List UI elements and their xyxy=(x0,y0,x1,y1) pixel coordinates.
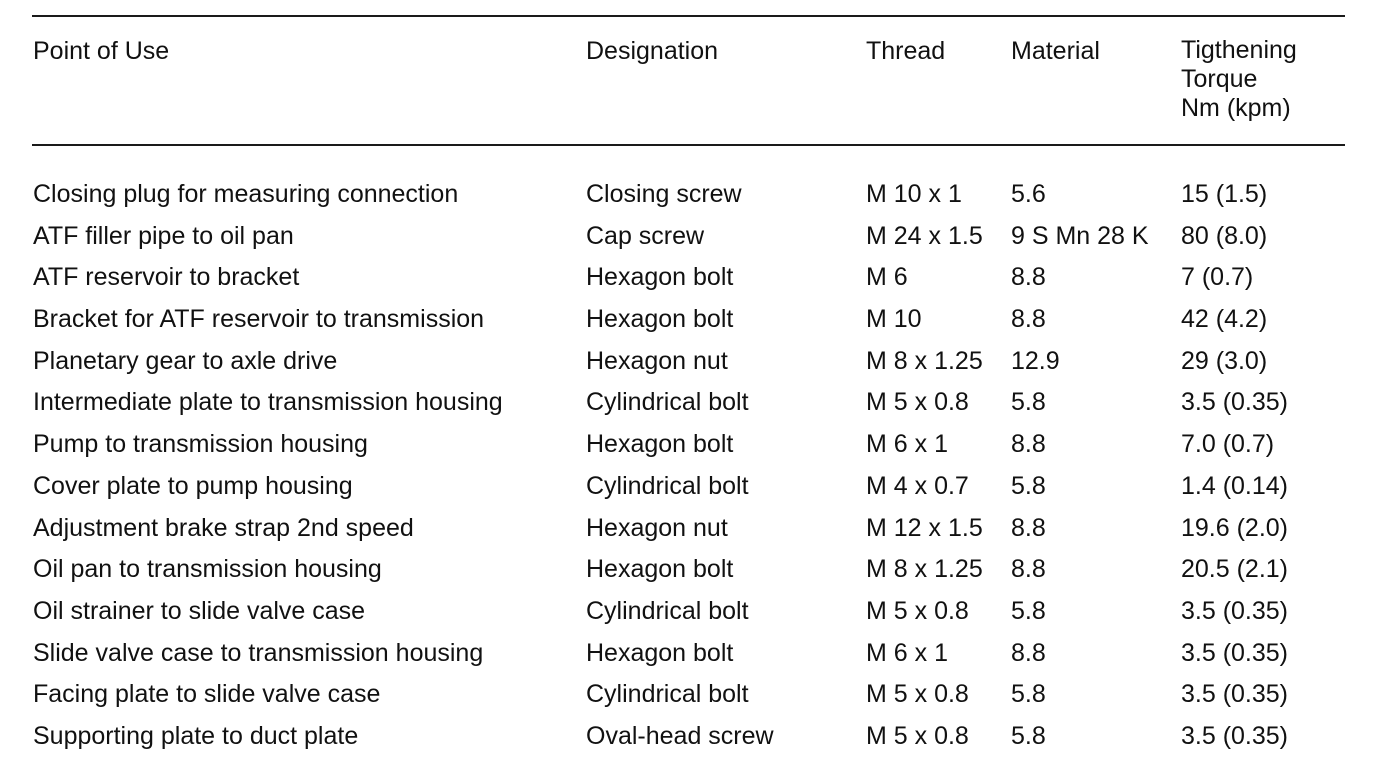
table-header-rule xyxy=(32,144,1345,146)
cell-torque: 3.5 (0.35) xyxy=(1181,638,1289,667)
cell-torque: 7.0 (0.7) xyxy=(1181,430,1275,459)
cell-thread: M 10 x 1 xyxy=(866,180,962,208)
cell-point-of-use: Facing plate to slide valve case xyxy=(33,680,381,709)
cell-torque: 7 (0.7) xyxy=(1181,263,1254,292)
table-row xyxy=(0,721,1376,763)
table-row xyxy=(0,679,1376,721)
cell-thread: M 8 x 1.25 xyxy=(866,346,983,375)
cell-thread: M 4 x 0.7 xyxy=(866,471,969,500)
table-row xyxy=(0,304,1376,346)
header-thread: Thread xyxy=(866,37,946,65)
table-row xyxy=(0,554,1376,596)
cell-material: 5.8 xyxy=(1011,721,1046,750)
cell-torque: 20.5 (2.1) xyxy=(1181,555,1289,584)
table-header-row xyxy=(0,36,1376,136)
cell-thread: M 5 x 0.8 xyxy=(866,388,969,417)
table-row xyxy=(0,221,1376,263)
cell-material: 5.6 xyxy=(1011,180,1046,208)
cell-thread: M 10 xyxy=(866,305,922,334)
table-row xyxy=(0,346,1376,388)
cell-material: 5.8 xyxy=(1011,388,1046,417)
table-row xyxy=(0,429,1376,471)
cell-torque: 15 (1.5) xyxy=(1181,180,1268,208)
cell-thread: M 6 x 1 xyxy=(866,638,948,667)
cell-point-of-use: ATF reservoir to bracket xyxy=(33,263,300,292)
table-row xyxy=(0,262,1376,304)
cell-point-of-use: Oil strainer to slide valve case xyxy=(33,596,366,625)
cell-material: 8.8 xyxy=(1011,555,1046,584)
table-row xyxy=(0,179,1376,221)
table-row xyxy=(0,513,1376,555)
cell-designation: Cylindrical bolt xyxy=(586,596,749,625)
cell-thread: M 5 x 0.8 xyxy=(866,680,969,709)
table-row xyxy=(0,596,1376,638)
cell-material: 5.8 xyxy=(1011,596,1046,625)
cell-thread: M 5 x 0.8 xyxy=(866,721,969,750)
cell-designation: Cap screw xyxy=(586,221,705,250)
cell-designation: Closing screw xyxy=(586,180,742,208)
cell-designation: Cylindrical bolt xyxy=(586,388,749,417)
cell-torque: 3.5 (0.35) xyxy=(1181,680,1289,709)
cell-point-of-use: Pump to transmission housing xyxy=(33,430,368,459)
header-torque: Tigthening Torque Nm (kpm) xyxy=(1181,36,1297,122)
cell-torque: 29 (3.0) xyxy=(1181,346,1268,375)
cell-thread: M 24 x 1.5 xyxy=(866,221,983,250)
cell-designation: Hexagon bolt xyxy=(586,305,734,334)
cell-point-of-use: Intermediate plate to transmission housing xyxy=(33,388,503,417)
cell-designation: Oval-head screw xyxy=(586,721,774,750)
cell-thread: M 12 x 1.5 xyxy=(866,513,983,542)
table-top-rule xyxy=(32,15,1345,17)
table-body xyxy=(0,179,1376,763)
cell-torque: 3.5 (0.35) xyxy=(1181,596,1289,625)
cell-designation: Hexagon nut xyxy=(586,513,728,542)
cell-designation: Hexagon nut xyxy=(586,346,728,375)
cell-designation: Hexagon bolt xyxy=(586,555,734,584)
cell-point-of-use: Cover plate to pump housing xyxy=(33,471,353,500)
cell-thread: M 6 xyxy=(866,263,908,292)
cell-torque: 42 (4.2) xyxy=(1181,305,1268,334)
cell-material: 8.8 xyxy=(1011,263,1046,292)
cell-designation: Cylindrical bolt xyxy=(586,680,749,709)
cell-material: 5.8 xyxy=(1011,471,1046,500)
cell-point-of-use: Bracket for ATF reservoir to transmission xyxy=(33,305,485,334)
cell-thread: M 8 x 1.25 xyxy=(866,555,983,584)
cell-material: 8.8 xyxy=(1011,430,1046,459)
cell-point-of-use: Adjustment brake strap 2nd speed xyxy=(33,513,414,542)
cell-point-of-use: Slide valve case to transmission housing xyxy=(33,638,484,667)
cell-torque: 3.5 (0.35) xyxy=(1181,388,1289,417)
cell-designation: Hexagon bolt xyxy=(586,430,734,459)
cell-point-of-use: ATF filler pipe to oil pan xyxy=(33,221,294,250)
cell-point-of-use: Oil pan to transmission housing xyxy=(33,555,382,584)
cell-point-of-use: Planetary gear to axle drive xyxy=(33,346,338,375)
header-designation: Designation xyxy=(586,37,719,65)
cell-material: 8.8 xyxy=(1011,305,1046,334)
cell-designation: Hexagon bolt xyxy=(586,263,734,292)
cell-material: 12.9 xyxy=(1011,346,1060,375)
cell-material: 8.8 xyxy=(1011,638,1046,667)
cell-designation: Hexagon bolt xyxy=(586,638,734,667)
table-row xyxy=(0,471,1376,513)
cell-torque: 19.6 (2.0) xyxy=(1181,513,1289,542)
cell-point-of-use: Supporting plate to duct plate xyxy=(33,721,359,750)
cell-designation: Cylindrical bolt xyxy=(586,471,749,500)
cell-thread: M 5 x 0.8 xyxy=(866,596,969,625)
table-row xyxy=(0,387,1376,429)
cell-torque: 80 (8.0) xyxy=(1181,221,1268,250)
cell-material: 8.8 xyxy=(1011,513,1046,542)
cell-torque: 1.4 (0.14) xyxy=(1181,471,1289,500)
cell-material: 5.8 xyxy=(1011,680,1046,709)
header-material: Material xyxy=(1011,37,1100,65)
cell-thread: M 6 x 1 xyxy=(866,430,948,459)
cell-material: 9 S Mn 28 K xyxy=(1011,221,1149,250)
header-point-of-use: Point of Use xyxy=(33,37,170,65)
cell-point-of-use: Closing plug for measuring connection xyxy=(33,180,459,208)
cell-torque: 3.5 (0.35) xyxy=(1181,721,1289,750)
table-row xyxy=(0,638,1376,680)
